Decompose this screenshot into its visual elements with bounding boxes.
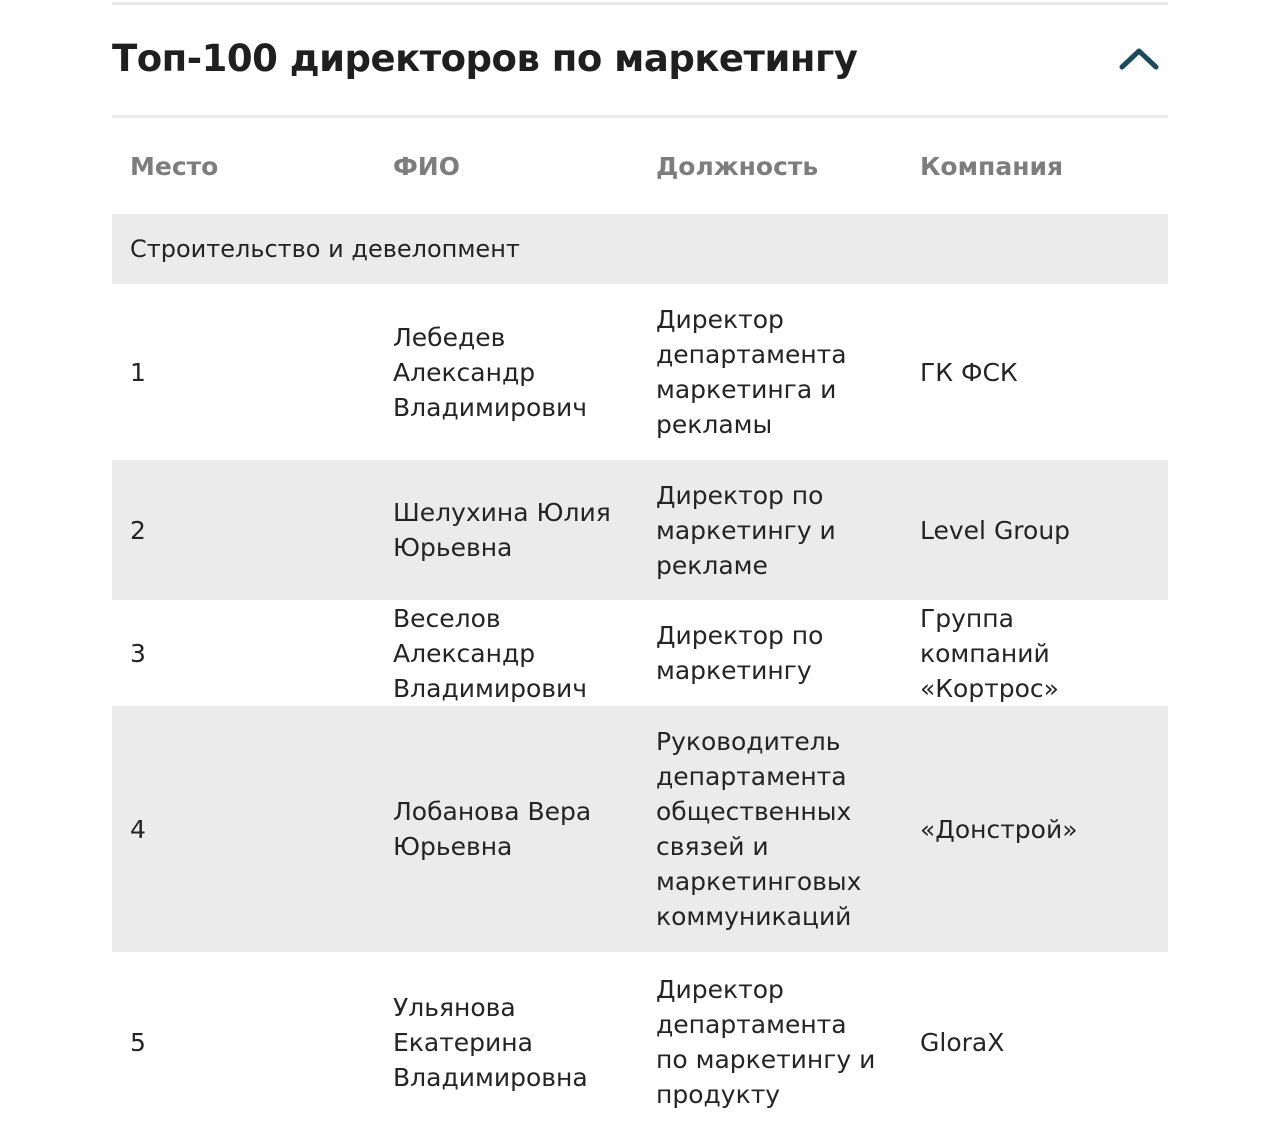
ranking-panel — [112, 2, 1168, 1132]
chevron-up-icon[interactable] — [1118, 43, 1160, 73]
table-row — [112, 600, 1168, 706]
cell-name: Шелухина Юлия Юрьевна — [375, 460, 638, 600]
cell-company: GloraX — [920, 1027, 1005, 1057]
page-title: Топ-100 директоров по маркетингу — [112, 37, 858, 80]
cell-place: 2 — [112, 460, 375, 600]
cell-position: Директор департамента маркетинга и рекламы — [656, 305, 847, 439]
table-row — [112, 460, 1168, 600]
cell-name: Лебедев Александр Владимирович — [393, 322, 588, 422]
section-label: Строительство и девелопмент — [112, 214, 1168, 284]
ranking-table — [112, 118, 1168, 1132]
column-header-name: ФИО — [393, 151, 460, 181]
cell-name: Лобанова Вера Юрьевна — [375, 706, 638, 952]
cell-name: Веселов Александр Владимирович — [393, 603, 588, 703]
cell-company: Группа компаний «Кортрос» — [920, 603, 1059, 703]
section-row — [112, 214, 1168, 284]
panel-header[interactable] — [112, 5, 1168, 118]
table-row — [112, 284, 1168, 460]
cell-place: 3 — [130, 638, 146, 668]
cell-place: 1 — [130, 357, 146, 387]
column-header-position: Должность — [656, 151, 819, 181]
cell-position: Директор департамента по маркетингу и продукту — [656, 975, 876, 1109]
cell-position: Директор по маркетингу — [656, 621, 824, 685]
column-header-place: Место — [130, 151, 219, 181]
table-row — [112, 952, 1168, 1132]
cell-position: Руководитель департамента общественных связей и маркетинговых коммуникаций — [638, 706, 902, 952]
cell-place: 5 — [130, 1027, 146, 1057]
column-header-company: Компания — [920, 151, 1064, 181]
cell-company: Level Group — [902, 460, 1168, 600]
cell-company: «Донстрой» — [902, 706, 1168, 952]
table-header-row — [112, 118, 1168, 214]
cell-position: Директор по маркетингу и рекламе — [638, 460, 902, 600]
table-row — [112, 706, 1168, 952]
cell-name: Ульянова Екатерина Владимировна — [393, 992, 588, 1092]
cell-company: ГК ФСК — [920, 357, 1018, 387]
cell-place: 4 — [112, 706, 375, 952]
